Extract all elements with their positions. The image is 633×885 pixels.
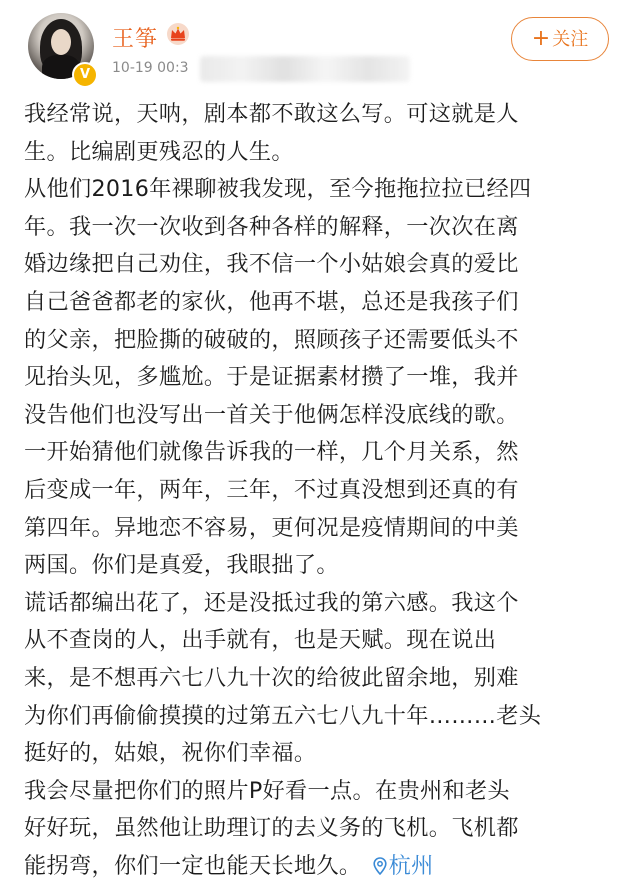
post-body bbox=[24, 96, 616, 885]
location-label: 杭州 bbox=[388, 852, 434, 879]
location-pin-icon bbox=[373, 857, 387, 875]
post-text-line: 从他们2016年裸聊被我发现，至今拖拖拉拉已经四 bbox=[24, 176, 532, 203]
post-header bbox=[0, 0, 633, 96]
post-text-line: 婚边缘把自己劝住，我不信一个小姑娘会真的爱比 bbox=[24, 251, 519, 278]
post-text-line: 一开始猜他们就像告诉我的一样，几个月关系，然 bbox=[24, 439, 519, 466]
post-text-line: 年。我一次一次收到各种各样的解释，一次次在离 bbox=[24, 213, 519, 240]
verified-badge-icon: V bbox=[72, 62, 98, 88]
crown-icon[interactable] bbox=[166, 22, 190, 46]
post-text-line: 能拐弯，你们一定也能天长地久。 bbox=[24, 852, 362, 879]
post-text-line: 后变成一年，两年，三年，不过真没想到还真的有 bbox=[24, 476, 519, 503]
post-text-line: 的父亲，把脸撕的破破的，照顾孩子还需要低头不 bbox=[24, 326, 519, 353]
plus-icon: + bbox=[531, 26, 551, 51]
follow-button[interactable] bbox=[511, 17, 609, 61]
post-text-line: 自己爸爸都老的家伙，他再不堪，总还是我孩子们 bbox=[24, 288, 519, 315]
post-text-line: 我会尽量把你们的照片P好看一点。在贵州和老头 bbox=[24, 777, 510, 804]
username[interactable]: 王筝 bbox=[112, 27, 159, 52]
post-text-line: 来，是不想再六七八九十次的给彼此留余地，别难 bbox=[24, 664, 519, 691]
post-text-line: 挺好的，姑娘，祝你们幸福。 bbox=[24, 740, 317, 767]
redacted-source-blur bbox=[200, 56, 410, 82]
post-text-line: 好好玩，虽然他让助理订的去义务的飞机。飞机都 bbox=[24, 815, 519, 842]
post-text-line: 从不查岗的人，出手就有，也是天赋。现在说出 bbox=[24, 627, 497, 654]
post-text-line: 谎话都编出花了，还是没抵过我的第六感。我这个 bbox=[24, 589, 519, 616]
post-text-line: 见抬头见，多尴尬。于是证据素材攒了一堆，我并 bbox=[24, 364, 519, 391]
post-text-line: 为你们再偷偷摸摸的过第五六七八九十年………老头 bbox=[24, 702, 542, 729]
post-text-last-line bbox=[24, 848, 616, 885]
post-text-line: 我经常说，天呐，剧本都不敢这么写。可这就是人 bbox=[24, 101, 519, 127]
avatar-face bbox=[51, 29, 71, 55]
location-link[interactable] bbox=[369, 853, 434, 879]
post-text-line: 生。比编剧更残忍的人生。 bbox=[24, 138, 294, 165]
post-text-line: 第四年。异地恋不容易，更何况是疫情期间的中美 bbox=[24, 514, 519, 541]
follow-label: 关注 bbox=[552, 29, 589, 50]
post-text-line: 两国。你们是真爱，我眼拙了。 bbox=[24, 552, 339, 579]
post-timestamp: 10-19 00:3 bbox=[112, 60, 189, 76]
post-text-line: 没告他们也没写出一首关于他俩怎样没底线的歌。 bbox=[24, 401, 519, 428]
